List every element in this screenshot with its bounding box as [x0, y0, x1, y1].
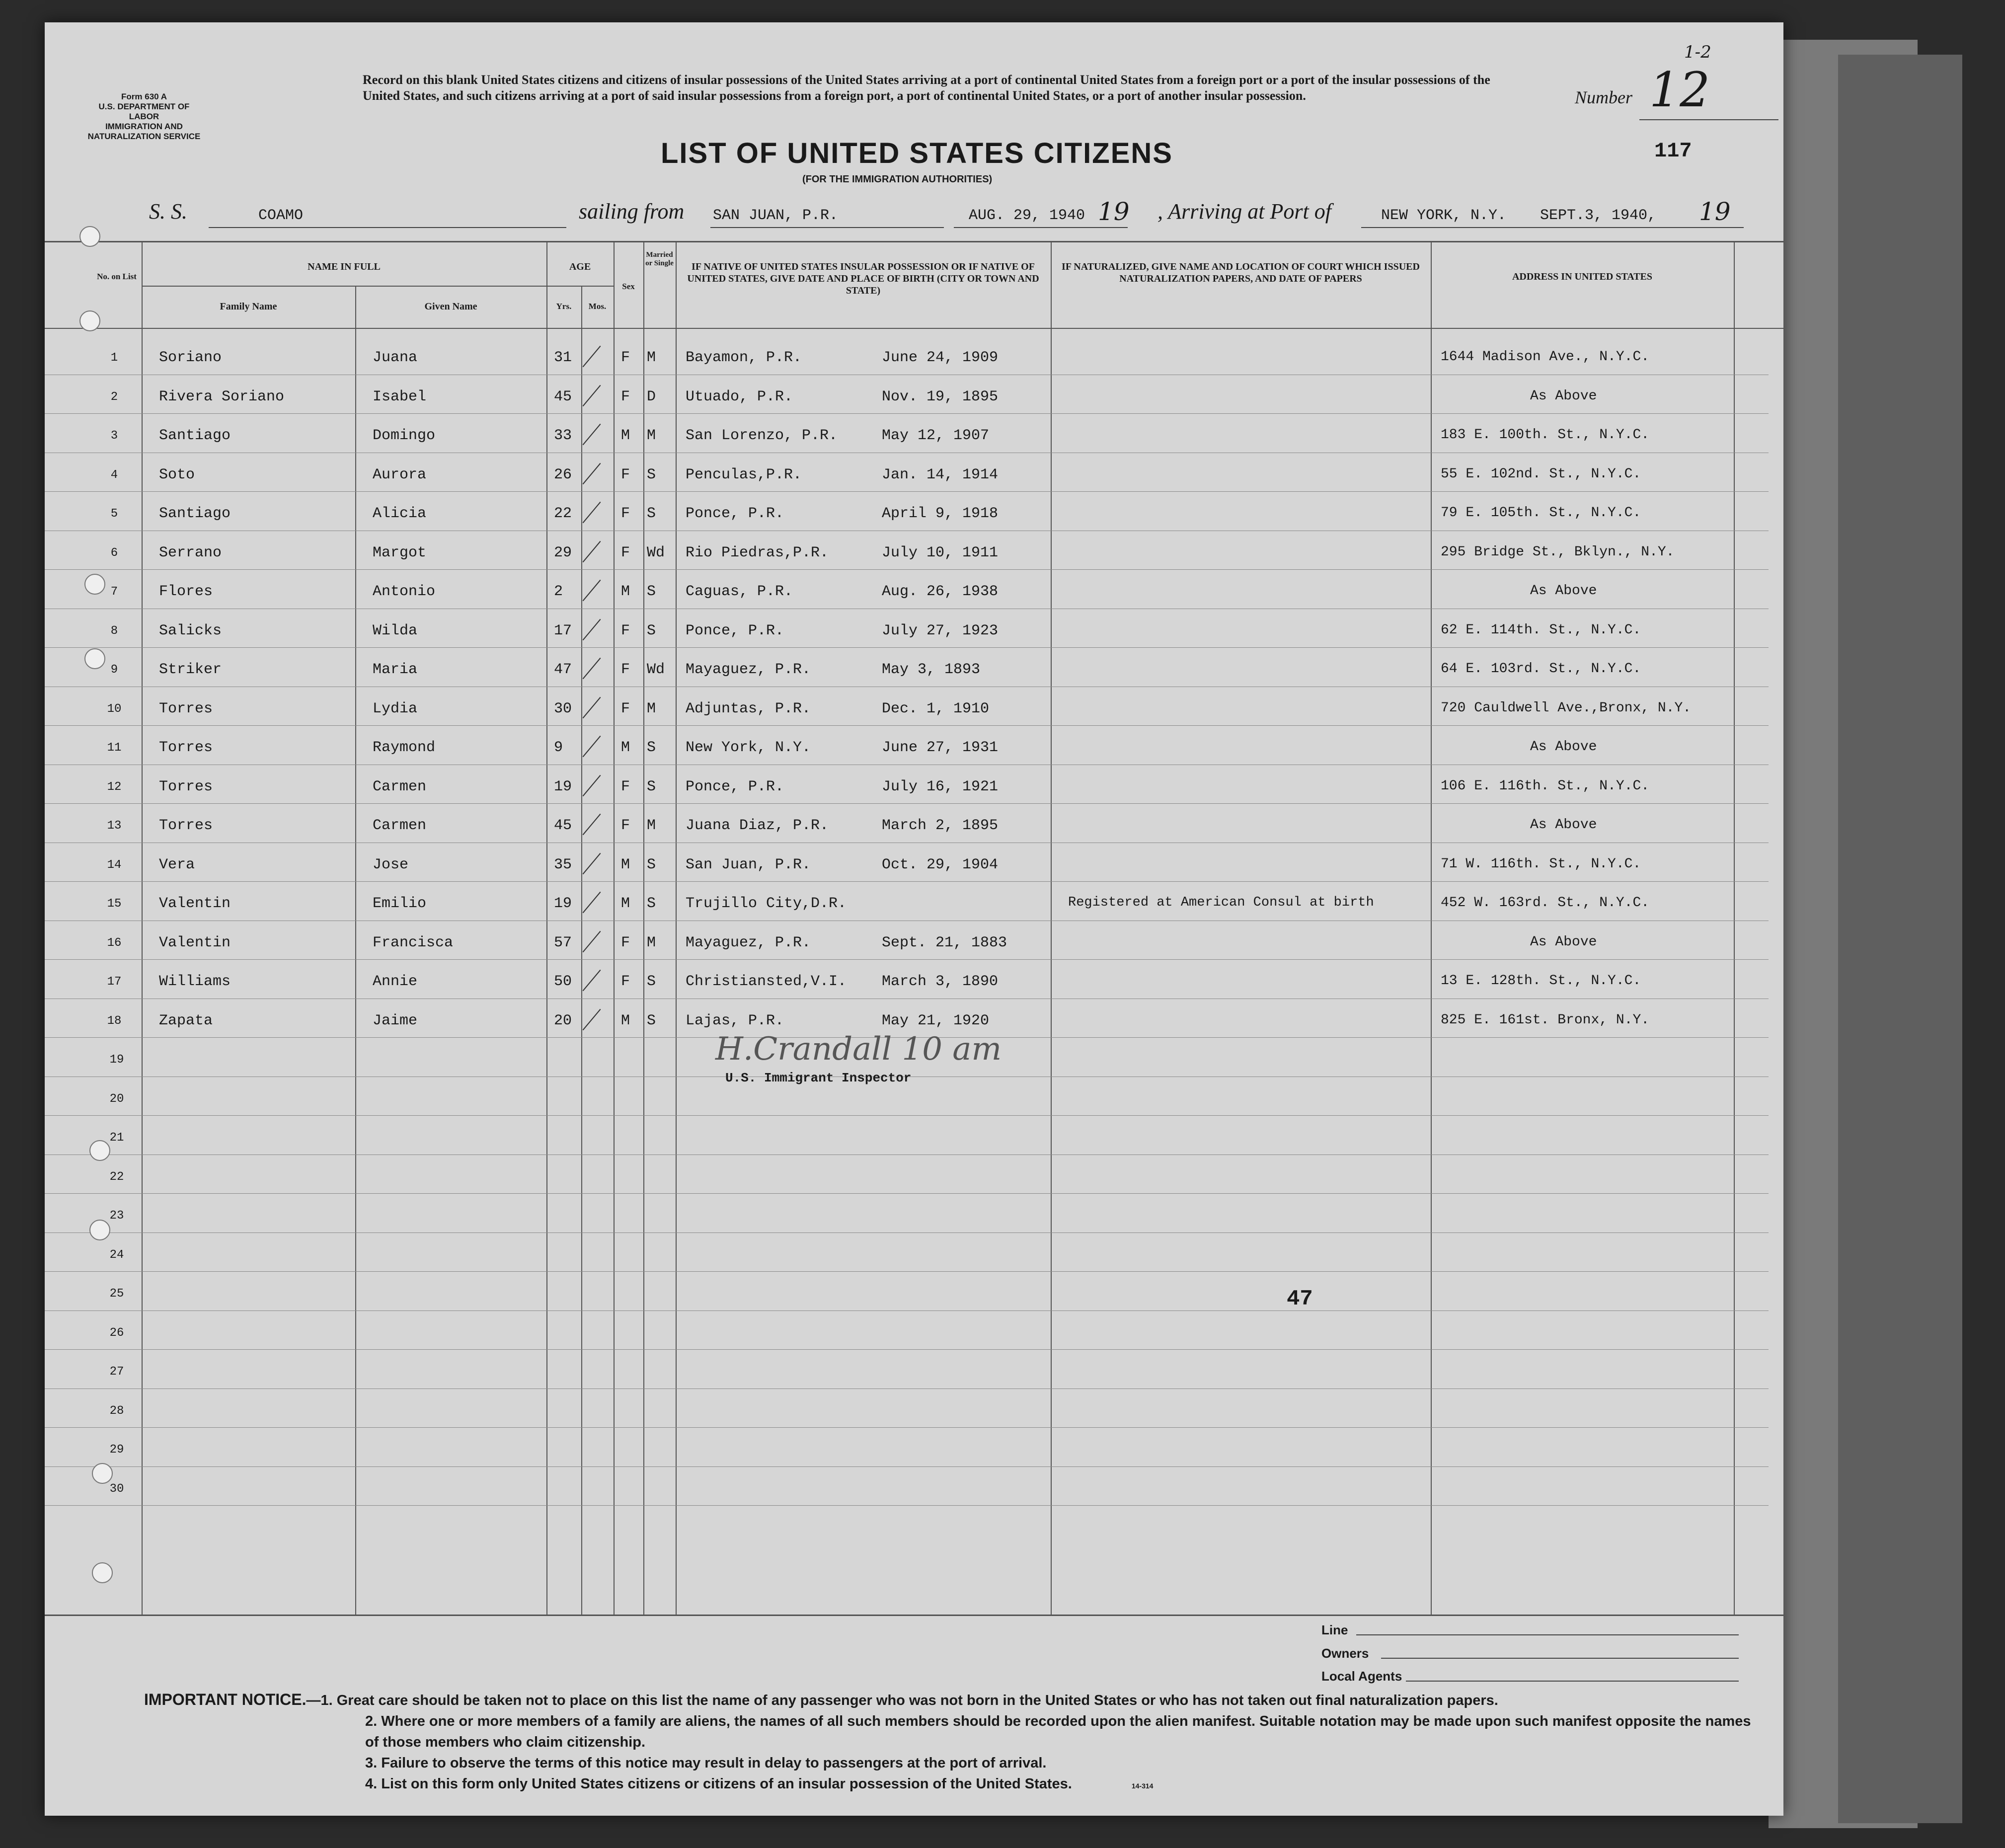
header-mos: Mos. [588, 302, 607, 311]
given-name-cell: Carmen [373, 817, 427, 834]
address-cell: 79 E. 105th. St., N.Y.C. [1441, 505, 1641, 521]
footer-agents-rule [1406, 1681, 1739, 1682]
row-separator [45, 1349, 1769, 1350]
header-no: No. on List [97, 272, 137, 281]
row-separator [45, 1271, 1769, 1272]
address-cell: As Above [1530, 934, 1597, 950]
age-cell: 20 [554, 1012, 572, 1029]
age-cell: 45 [554, 817, 572, 834]
record-note: Record on this blank United States citizens and citizens of insular possessions of the United States arriving at a port of continental United States from a foreign port or a port of the insular possessions of the United States, and such citizens arriving at a port of said insular possessions from a foreign port, a port of continental United States, or a port of another insular possession. [363, 73, 1490, 103]
header-bottom-border [45, 328, 1783, 329]
check-mark [583, 736, 601, 757]
punch-hole [89, 1140, 110, 1161]
form-id-block [84, 92, 204, 142]
check-mark [583, 502, 601, 523]
footer-owners-rule [1381, 1658, 1739, 1659]
punch-hole [92, 1562, 113, 1583]
number-label: Number [1575, 87, 1632, 107]
punch-hole [79, 226, 100, 247]
given-name-cell: Aurora [373, 466, 427, 483]
back-sheet-edge [1838, 55, 1962, 1823]
check-mark [583, 462, 601, 484]
col-line-yrs [581, 286, 582, 1615]
departure-date: AUG. 29, 1940 [969, 207, 1085, 224]
footer-line-rule [1356, 1634, 1739, 1635]
family-name-cell: Torres [159, 778, 213, 795]
row-number: 4 [110, 468, 118, 482]
age-cell: 30 [554, 700, 572, 717]
number-value: 12 [1649, 62, 1710, 118]
stamp-number: 47 [1287, 1287, 1313, 1311]
family-name-cell: Soriano [159, 349, 222, 366]
row-separator [45, 1466, 1769, 1467]
row-separator [45, 1427, 1769, 1428]
row-number: 1 [110, 351, 118, 365]
sex-cell: F [621, 817, 630, 834]
year-suffix-1: 19 [1098, 197, 1130, 226]
marital-status-cell: S [647, 739, 656, 756]
ship-name: COAMO [258, 207, 304, 224]
marital-status-cell: S [647, 778, 656, 795]
row-number: 26 [109, 1326, 124, 1340]
row-number: 29 [109, 1443, 124, 1457]
family-name-cell: Valentin [159, 895, 231, 912]
age-cell: 19 [554, 778, 572, 795]
notice-item-4: 4. List on this form only United States citizens or citizens of an insular possession of the United States. 14-314 [365, 1776, 1154, 1792]
family-name-cell: Serrano [159, 544, 222, 561]
page-number: 117 [1654, 139, 1692, 163]
check-mark [583, 658, 601, 679]
ship-underline [209, 227, 566, 228]
birth-place-cell: Ponce, P.R. [686, 505, 784, 522]
arrival-date: SEPT.3, 1940, [1540, 207, 1657, 224]
marital-status-cell: S [647, 895, 656, 912]
family-name-cell: Santiago [159, 505, 231, 522]
family-name-cell: Torres [159, 700, 213, 717]
birth-date-cell: Aug. 26, 1938 [882, 583, 999, 600]
marital-status-cell: D [647, 388, 656, 405]
family-name-cell: Santiago [159, 427, 231, 444]
row-separator [45, 1232, 1769, 1233]
family-name-cell: Salicks [159, 622, 222, 639]
punch-hole [84, 648, 105, 669]
age-cell: 22 [554, 505, 572, 522]
marital-status-cell: S [647, 505, 656, 522]
page-title: LIST OF UNITED STATES CITIZENS [661, 137, 1173, 169]
given-name-cell: Annie [373, 973, 418, 990]
birth-date-cell: May 3, 1893 [882, 661, 981, 678]
notice-item-2: 2. Where one or more members of a family are aliens, the names of all such members should be recorded upon the alien manifest. Suitable notation may be made upon such manifest opposite the names of those members who claim citizenship. [365, 1713, 1751, 1750]
header-given-name: Given Name [424, 301, 477, 312]
header-married: Married or Single [645, 251, 674, 267]
age-cell: 19 [554, 895, 572, 912]
given-name-cell: Francisca [373, 934, 454, 951]
age-cell: 26 [554, 466, 572, 483]
row-separator [45, 647, 1769, 648]
sex-cell: F [621, 778, 630, 795]
form-number: Form 630 A [121, 92, 167, 101]
row-number: 8 [110, 624, 118, 638]
sex-cell: F [621, 388, 630, 405]
marital-status-cell: M [647, 349, 656, 366]
header-naturalized: IF NATURALIZED, GIVE NAME AND LOCATION OF COURT WHICH ISSUED NATURALIZATION PAPERS, AND DATE OF PAPERS [1062, 261, 1420, 284]
row-number: 15 [107, 897, 122, 911]
sex-cell: F [621, 349, 630, 366]
col-line-married [676, 241, 677, 1615]
birth-date-cell: June 24, 1909 [882, 349, 999, 366]
given-name-cell: Carmen [373, 778, 427, 795]
header-birth: IF NATIVE OF UNITED STATES INSULAR POSSESSION OR IF NATIVE OF UNITED STATES, GIVE DATE AND PLACE OF BIRTH (CITY OR TOWN AND STATE) [687, 261, 1039, 296]
given-name-cell: Wilda [373, 622, 418, 639]
sex-cell: F [621, 934, 630, 951]
col-line-birth [1051, 241, 1052, 1615]
header-sex: Sex [622, 282, 635, 291]
row-number: 25 [109, 1287, 124, 1301]
row-number: 22 [109, 1170, 124, 1184]
birth-place-cell: Penculas,P.R. [686, 466, 802, 483]
birth-place-cell: Juana Diaz, P.R. [686, 817, 829, 834]
sex-cell: M [621, 1012, 630, 1029]
birth-date-cell: July 10, 1911 [882, 544, 999, 561]
row-separator [45, 1193, 1769, 1194]
address-cell: 62 E. 114th. St., N.Y.C. [1441, 622, 1641, 638]
punch-hole [84, 574, 105, 595]
row-separator [45, 1115, 1769, 1116]
age-cell: 17 [554, 622, 572, 639]
sex-cell: M [621, 583, 630, 600]
address-cell: 71 W. 116th. St., N.Y.C. [1441, 856, 1641, 872]
birth-date-cell: March 2, 1895 [882, 817, 999, 834]
number-underline [1639, 119, 1778, 120]
punch-hole [92, 1463, 113, 1484]
birth-place-cell: San Lorenzo, P.R. [686, 427, 838, 444]
footer-line-label: Line [1321, 1622, 1348, 1637]
check-mark [583, 852, 601, 874]
given-name-cell: Isabel [373, 388, 427, 405]
check-mark [583, 618, 601, 640]
family-name-cell: Flores [159, 583, 213, 600]
address-cell: 106 E. 116th. St., N.Y.C. [1441, 778, 1650, 794]
birth-date-cell: Jan. 14, 1914 [882, 466, 999, 483]
inspector-signature: H.Crandall 10 am [715, 1031, 1002, 1068]
birth-place-cell: Bayamon, P.R. [686, 349, 802, 366]
row-separator [45, 1310, 1769, 1311]
row-separator [45, 569, 1769, 570]
ss-label: S. S. [149, 199, 187, 224]
check-mark [583, 696, 601, 718]
check-mark [583, 814, 601, 835]
address-cell: 452 W. 163rd. St., N.Y.C. [1441, 895, 1650, 911]
address-cell: As Above [1530, 817, 1597, 833]
arrival-underline [1361, 227, 1744, 228]
sex-cell: F [621, 661, 630, 678]
birth-place-cell: Ponce, P.R. [686, 778, 784, 795]
arriving-label: , Arriving at Port of [1157, 199, 1331, 224]
address-cell: 720 Cauldwell Ave.,Bronx, N.Y. [1441, 700, 1692, 716]
check-mark [583, 385, 601, 406]
check-mark [583, 930, 601, 952]
row-number: 10 [107, 702, 122, 716]
row-number: 24 [109, 1248, 124, 1262]
page-subtitle: (FOR THE IMMIGRATION AUTHORITIES) [802, 174, 993, 185]
corner-mark: 1-2 [1684, 42, 1711, 62]
row-number: 14 [107, 858, 122, 872]
sex-cell: M [621, 739, 630, 756]
age-cell: 2 [554, 583, 563, 600]
marital-status-cell: Wd [647, 661, 665, 678]
passenger-table [45, 241, 1783, 1617]
marital-status-cell: M [647, 934, 656, 951]
given-name-cell: Antonio [373, 583, 436, 600]
family-name-cell: Williams [159, 973, 231, 990]
row-number: 20 [109, 1092, 124, 1106]
sailing-label: sailing from [579, 199, 685, 224]
check-mark [583, 346, 601, 367]
marital-status-cell: Wd [647, 544, 665, 561]
address-cell: 295 Bridge St., Bklyn., N.Y. [1441, 544, 1675, 560]
row-number: 13 [107, 819, 122, 833]
print-code: 14-314 [1131, 1782, 1154, 1790]
row-number: 12 [107, 780, 122, 794]
age-cell: 47 [554, 661, 572, 678]
col-line-sex [643, 241, 644, 1615]
age-cell: 57 [554, 934, 572, 951]
birth-place-cell: Mayaguez, P.R. [686, 934, 811, 951]
row-separator [45, 413, 1769, 414]
family-name-cell: Torres [159, 739, 213, 756]
marital-status-cell: S [647, 466, 656, 483]
footer-agents-label: Local Agents [1321, 1669, 1402, 1684]
arrival-port: NEW YORK, N.Y. [1381, 207, 1507, 224]
important-notice [144, 1689, 1759, 1796]
table-top-border [45, 241, 1783, 242]
birth-place-cell: Trujillo City,D.R. [686, 895, 847, 912]
col-line-address [1734, 241, 1735, 1615]
address-cell: 64 E. 103rd. St., N.Y.C. [1441, 661, 1641, 677]
row-number: 27 [109, 1365, 124, 1379]
given-name-cell: Emilio [373, 895, 427, 912]
header-family-name: Family Name [220, 301, 277, 312]
row-number: 11 [107, 741, 122, 755]
birth-place-cell: Utuado, P.R. [686, 388, 793, 405]
row-number: 3 [110, 429, 118, 443]
birth-place-cell: Rio Piedras,P.R. [686, 544, 829, 561]
row-number: 17 [107, 975, 122, 989]
address-cell: 13 E. 128th. St., N.Y.C. [1441, 973, 1641, 989]
birth-date-cell: April 9, 1918 [882, 505, 999, 522]
family-name-cell: Valentin [159, 934, 231, 951]
marital-status-cell: M [647, 700, 656, 717]
age-cell: 29 [554, 544, 572, 561]
row-number: 23 [109, 1209, 124, 1223]
row-number: 28 [109, 1404, 124, 1418]
address-cell: 183 E. 100th. St., N.Y.C. [1441, 427, 1650, 443]
from-port-underline [710, 227, 944, 228]
sex-cell: M [621, 427, 630, 444]
age-cell: 9 [554, 739, 563, 756]
sex-cell: F [621, 505, 630, 522]
row-separator [45, 1505, 1769, 1506]
given-name-cell: Alicia [373, 505, 427, 522]
birth-place-cell: Christiansted,V.I. [686, 973, 847, 990]
notice-heading: IMPORTANT NOTICE. [144, 1691, 307, 1708]
birth-date-cell: Dec. 1, 1910 [882, 700, 990, 717]
age-cell: 50 [554, 973, 572, 990]
address-cell: As Above [1530, 739, 1597, 755]
punch-hole [89, 1220, 110, 1240]
from-port: SAN JUAN, P.R. [713, 207, 839, 224]
col-line-mos [614, 241, 615, 1615]
row-number: 30 [109, 1482, 124, 1496]
birth-place-cell: New York, N.Y. [686, 739, 811, 756]
col-line-no [142, 241, 143, 1615]
birth-place-cell: Lajas, P.R. [686, 1012, 784, 1029]
family-name-cell: Zapata [159, 1012, 213, 1029]
header-address: ADDRESS IN UNITED STATES [1512, 271, 1653, 282]
address-cell: 1644 Madison Ave., N.Y.C. [1441, 349, 1650, 365]
given-name-cell: Raymond [373, 739, 436, 756]
name-subheader-line [142, 286, 614, 287]
notice-item-1: IMPORTANT NOTICE.—1. Great care should be taken not to place on this list the name of any passenger who was not born in the United States or who has not taken out final naturalization papers. [144, 1691, 1498, 1708]
marital-status-cell: S [647, 583, 656, 600]
row-separator [45, 803, 1769, 804]
birth-date-cell: July 16, 1921 [882, 778, 999, 795]
birth-date-cell: June 27, 1931 [882, 739, 999, 756]
service-name: IMMIGRATION AND NATURALIZATION SERVICE [87, 122, 201, 141]
address-cell: As Above [1530, 583, 1597, 599]
inspector-label: U.S. Immigrant Inspector [725, 1071, 912, 1085]
row-number: 16 [107, 936, 122, 950]
row-separator [45, 881, 1769, 882]
row-number: 21 [109, 1131, 124, 1145]
birth-place-cell: San Juan, P.R. [686, 856, 811, 873]
row-separator [45, 491, 1769, 492]
row-separator [45, 1388, 1769, 1389]
birth-place-cell: Ponce, P.R. [686, 622, 784, 639]
given-name-cell: Jose [373, 856, 409, 873]
marital-status-cell: S [647, 622, 656, 639]
year-suffix-2: 19 [1699, 197, 1731, 226]
age-cell: 35 [554, 856, 572, 873]
birth-date-cell: May 21, 1920 [882, 1012, 990, 1029]
header-yrs: Yrs. [556, 302, 572, 311]
header-age: AGE [569, 261, 591, 272]
given-name-cell: Domingo [373, 427, 436, 444]
check-mark [583, 540, 601, 562]
row-number: 2 [110, 390, 118, 404]
sex-cell: F [621, 622, 630, 639]
marital-status-cell: M [647, 817, 656, 834]
birth-date-cell: March 3, 1890 [882, 973, 999, 990]
family-name-cell: Striker [159, 661, 222, 678]
birth-date-cell: Oct. 29, 1904 [882, 856, 999, 873]
check-mark [583, 1008, 601, 1030]
row-number: 9 [110, 663, 118, 677]
row-separator [45, 959, 1769, 960]
manifest-sheet [45, 22, 1783, 1816]
check-mark [583, 774, 601, 796]
age-cell: 33 [554, 427, 572, 444]
age-cell: 31 [554, 349, 572, 366]
address-cell: 825 E. 161st. Bronx, N.Y. [1441, 1012, 1650, 1028]
birth-place-cell: Adjuntas, P.R. [686, 700, 811, 717]
col-line-family [355, 286, 356, 1615]
sex-cell: F [621, 700, 630, 717]
punch-hole [79, 310, 100, 331]
row-number: 7 [110, 585, 118, 599]
col-line-given [546, 241, 547, 1615]
row-number: 18 [107, 1014, 122, 1028]
check-mark [583, 892, 601, 913]
family-name-cell: Rivera Soriano [159, 388, 285, 405]
birth-date-cell: Sept. 21, 1883 [882, 934, 1007, 951]
footer-owners-label: Owners [1321, 1646, 1369, 1661]
given-name-cell: Juana [373, 349, 418, 366]
birth-place-cell: Caguas, P.R. [686, 583, 793, 600]
header-name-in-full: NAME IN FULL [308, 261, 381, 272]
check-mark [583, 580, 601, 601]
departure-underline [954, 227, 1128, 228]
family-name-cell: Vera [159, 856, 195, 873]
check-mark [583, 970, 601, 991]
given-name-cell: Lydia [373, 700, 418, 717]
given-name-cell: Maria [373, 661, 418, 678]
check-mark [583, 424, 601, 445]
department-name: U.S. DEPARTMENT OF LABOR [98, 102, 190, 121]
birth-date-cell: May 12, 1907 [882, 427, 990, 444]
marital-status-cell: S [647, 973, 656, 990]
marital-status-cell: M [647, 427, 656, 444]
sex-cell: M [621, 856, 630, 873]
marital-status-cell: S [647, 1012, 656, 1029]
sex-cell: F [621, 973, 630, 990]
family-name-cell: Soto [159, 466, 195, 483]
naturalized-cell: Registered at American Consul at birth [1068, 895, 1374, 910]
row-number: 19 [109, 1053, 124, 1067]
address-cell: 55 E. 102nd. St., N.Y.C. [1441, 466, 1641, 482]
address-cell: As Above [1530, 388, 1597, 404]
marital-status-cell: S [647, 856, 656, 873]
given-name-cell: Jaime [373, 1012, 418, 1029]
table-bottom-border [45, 1615, 1783, 1616]
sex-cell: M [621, 895, 630, 912]
sex-cell: F [621, 466, 630, 483]
family-name-cell: Torres [159, 817, 213, 834]
col-line-naturalized [1431, 241, 1432, 1615]
row-number: 5 [110, 507, 118, 521]
birth-place-cell: Mayaguez, P.R. [686, 661, 811, 678]
birth-date-cell: July 27, 1923 [882, 622, 999, 639]
row-number: 6 [110, 546, 118, 560]
given-name-cell: Margot [373, 544, 427, 561]
age-cell: 45 [554, 388, 572, 405]
birth-date-cell: Nov. 19, 1895 [882, 388, 999, 405]
sex-cell: F [621, 544, 630, 561]
row-separator [45, 725, 1769, 726]
notice-item-3: 3. Failure to observe the terms of this notice may result in delay to passengers at the port of arrival. [365, 1755, 1047, 1771]
